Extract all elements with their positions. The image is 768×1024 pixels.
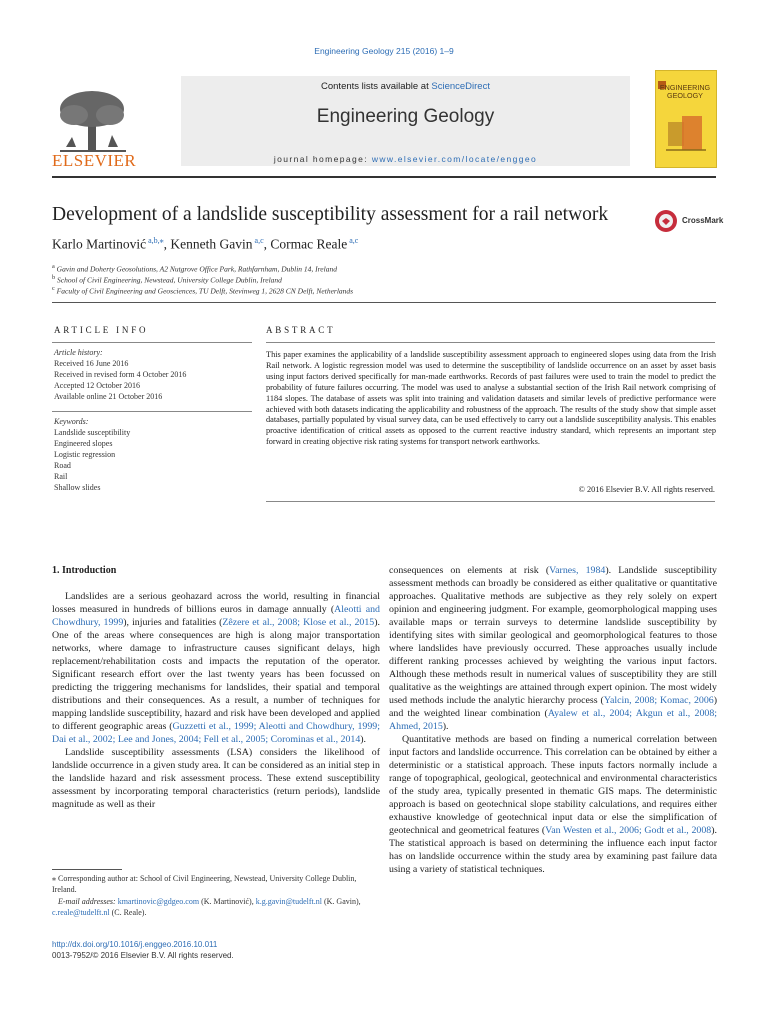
citation-link[interactable]: Varnes, 1984 bbox=[549, 565, 606, 576]
citation-link[interactable]: Guzzetti et al., 1999; Aleotti and Chowdhury, 1999; Dai et al., 2002; Lee and Jones, 2004; Fell et al., 2005; Corominas et al., 2014 bbox=[52, 721, 380, 745]
homepage-line bbox=[181, 154, 630, 164]
footnote-text: (C. Reale). bbox=[109, 907, 147, 917]
affiliation-b: $^b$ School of Civil Engineering, Newstead, University College Dublin, Ireland bbox=[52, 274, 282, 285]
keyword-item: Landslide susceptibility bbox=[54, 428, 131, 437]
history-revised: Received in revised form 4 October 2016 bbox=[54, 370, 187, 379]
email-link[interactable]: k.g.gavin@tudelft.nl bbox=[255, 896, 322, 906]
header-rule bbox=[52, 176, 716, 178]
author-separator: , bbox=[263, 236, 271, 252]
cover-title bbox=[655, 84, 715, 100]
contents-prefix: Contents lists available at bbox=[321, 81, 432, 92]
author-affiliation-mark[interactable]: a,c bbox=[347, 236, 359, 245]
author-name: Karlo Martinović bbox=[52, 236, 147, 252]
article-info-rule bbox=[52, 342, 252, 343]
abstract-text: This paper examines the applicability of a landslide susceptibility assessment approach to engineered slopes using data from the Irish Rail network. A logistic regression model was used to determine the susceptibility of landslide occurrence on an asset by asset basis using input factors derived specifically for man-made earthworks. Records of past failures were used to train the model to predict the probability of future failures occurring. The model was used to analyse a substantial section of the Irish Rail network comprising of 1184 slopes. The database of assets was split into training and validation datasets and similar levels of predictive performance were achieved with both datasets indicating the applicability and robustness of the approach. The results of the study show that simple asset databases, partially populated by visual survey data, can be used effectively to carry out a landslide susceptibility analysis. This enables proactive identification of critical assets as opposed to the current reactive industry standard, which represents an important step forward in creating objective risk rating systems for transport network earthworks. bbox=[266, 350, 716, 447]
author-affiliation-mark[interactable]: a,b,⁎ bbox=[146, 236, 164, 245]
body-text: ). Landslide susceptibility assessment methods can broadly be considered as either qualitative or quantitative approaches. Qualitative methods are subjective as they rely solely on expert opinion and engineering judgment. For example, geomorphological mapping uses available maps or terrain surveys to determine landslide susceptibility by identifying sites with similar geological and geomorphological features to those where landslides have previously occurred. These approaches usually include different ranking processes achieved by weighting the various input factors. Although these methods result in numerical values of susceptibility they are still qualitative as the weightings are attained through expert opinion. The most widely used methods include the analytic hierarchy process ( bbox=[389, 565, 717, 706]
history-online: Available online 21 October 2016 bbox=[54, 392, 163, 401]
homepage-prefix: journal homepage: bbox=[273, 154, 372, 164]
body-text: ). The statistical approach is based on determining the influence each input factor has on landslide occurrence within the study area by examining past failure data using a variety of statistical techniques. bbox=[389, 825, 717, 875]
abstract-heading: ABSTRACT bbox=[266, 325, 336, 335]
history-label: Article history: bbox=[54, 348, 103, 357]
body-column-right bbox=[389, 564, 717, 876]
author-name: Kenneth Gavin bbox=[170, 236, 253, 252]
body-paragraph bbox=[52, 590, 380, 746]
body-text: Landslide susceptibility assessments (LSA) considers the likelihood of landslide occurrence in a given study area. It can be considered as an initial step in the landslide hazard and risk assessment process. These extend susceptibility assessment by incorporating temporal characteristics (return periods), landslide magnitude as well as their bbox=[52, 747, 380, 810]
affiliation-c: $^c$ Faculty of Civil Engineering and Geosciences, TU Delft, Stevinweg 1, 2628 CN Delft, Netherlands bbox=[52, 285, 354, 296]
author-list bbox=[52, 236, 358, 253]
sciencedirect-link[interactable]: ScienceDirect bbox=[431, 81, 490, 92]
body-text: ) and the weighted linear combination ( bbox=[389, 695, 717, 719]
keyword-item: Rail bbox=[54, 472, 68, 481]
corresponding-author-footnote bbox=[52, 873, 380, 918]
body-text: ). bbox=[442, 721, 449, 732]
keyword-item: Road bbox=[54, 461, 71, 470]
cover-title-line1: ENGINEERING bbox=[659, 83, 711, 92]
section-heading-introduction: 1. Introduction bbox=[52, 565, 117, 576]
article-info-heading: ARTICLE INFO bbox=[54, 325, 149, 335]
body-paragraph bbox=[389, 733, 717, 876]
body-text: Landslides are a serious geohazard across the world, resulting in financial losses measured in hundreds of billions euros in damage annually ( bbox=[52, 591, 380, 615]
crossmark-icon[interactable] bbox=[654, 209, 678, 233]
citation-link[interactable]: Aleotti and Chowdhury, 1999 bbox=[52, 604, 380, 628]
citation-link[interactable]: Zêzere et al., 2008; Klose et al., 2015 bbox=[222, 617, 375, 628]
paper-title: Development of a landslide susceptibility assessment for a rail network bbox=[52, 204, 609, 225]
abstract-copyright: © 2016 Elsevier B.V. All rights reserved. bbox=[578, 485, 715, 494]
cover-title-line2: GEOLOGY bbox=[667, 91, 703, 100]
footnote-text: (K. Martinović), bbox=[199, 896, 256, 906]
keywords-label: Keywords: bbox=[54, 417, 89, 426]
citation-link[interactable]: Ayalew et al., 2004; Akgun et al., 2008; Ahmed, 2015 bbox=[389, 708, 717, 732]
email-link[interactable]: kmartinovic@gdgeo.com bbox=[117, 896, 200, 906]
author-separator: , bbox=[163, 236, 171, 252]
footnote-text: E-mail addresses: bbox=[58, 896, 118, 906]
email-link[interactable]: c.reale@tudelft.nl bbox=[52, 907, 110, 917]
journal-title: Engineering Geology bbox=[316, 106, 495, 127]
elsevier-wordmark: ELSEVIER bbox=[52, 151, 137, 170]
cover-graphic bbox=[664, 112, 708, 156]
author-name: Cormac Reale bbox=[270, 236, 348, 252]
body-paragraph bbox=[389, 564, 717, 733]
citation-link[interactable]: Yalcin, 2008; Komac, 2006 bbox=[603, 695, 714, 706]
body-text: ⁎ Corresponding author at: School of Civil Engineering, Newstead, University College Dublin, Ireland. bbox=[52, 874, 357, 895]
citation-link[interactable]: Van Westen et al., 2006; Godt et al., 2008 bbox=[545, 825, 712, 836]
issn-copyright: 0013-7952/© 2016 Elsevier B.V. All rights reserved. bbox=[52, 951, 234, 960]
body-paragraph bbox=[52, 746, 380, 811]
homepage-link[interactable]: www.elsevier.com/locate/enggeo bbox=[371, 154, 538, 164]
body-text: Quantitative methods are based on finding a numerical correlation between input factors and landslide occurrence. This correlation can be obtained by either a deterministic or a statistical approach. These inputs factors normally include a range of topographical, geological, geotechnical and environmental characteristics of the study area, typically presented in thematic GIS maps. The deterministic approach is based on geotechnical slope stability calculations, and requires either exhaustive knowledge of geotechnical input data or else the simplification of geotechnical and geometrical features ( bbox=[389, 734, 717, 836]
keyword-item: Engineered slopes bbox=[54, 439, 113, 448]
journal-reference[interactable]: Engineering Geology 215 (2016) 1–9 bbox=[314, 46, 454, 56]
affiliation-a: $^a$ Gavin and Doherty Geosolutions, A2 Nutgrove Office Park, Rathfarnham, Dublin 14, Ireland bbox=[52, 263, 337, 274]
contents-line bbox=[181, 81, 630, 92]
doi-link[interactable]: http://dx.doi.org/10.1016/j.enggeo.2016.10.011 bbox=[52, 940, 218, 949]
history-accepted: Accepted 12 October 2016 bbox=[54, 381, 140, 390]
footnote-line bbox=[52, 873, 380, 896]
body-column-left bbox=[52, 590, 380, 811]
keyword-item: Shallow slides bbox=[54, 483, 101, 492]
body-text: consequences on elements at risk ( bbox=[389, 565, 550, 576]
footnote-rule bbox=[52, 869, 122, 870]
abstract-end-rule bbox=[266, 501, 715, 502]
section-rule bbox=[52, 302, 716, 303]
author-affiliation-mark[interactable]: a,c bbox=[252, 236, 264, 245]
crossmark-label[interactable]: CrossMark bbox=[682, 216, 724, 225]
history-received: Received 16 June 2016 bbox=[54, 359, 129, 368]
abstract-rule bbox=[266, 342, 715, 343]
footnote-emails bbox=[52, 896, 380, 919]
body-text: ). bbox=[360, 734, 367, 745]
body-text: ). One of the areas where consequences are high is along major transportation networks, where damage to infrastructure causes significant delays, high replacement/rehabilitation costs and impacts the reputation of the operator. Significant research effort over the last twenty years has been focussed on predicting the triggering mechanisms for landslides, their spatial and temporal distributions and their consequences. As a result, a number of techniques for mapping landslide susceptibility, hazard and risk have been developed and applied to different geographic areas ( bbox=[52, 617, 380, 732]
keywords-rule bbox=[52, 411, 252, 412]
keyword-item: Logistic regression bbox=[54, 450, 116, 459]
footnote-text: (K. Gavin), bbox=[321, 896, 361, 906]
body-text: ), injuries and fatalities ( bbox=[123, 617, 223, 628]
